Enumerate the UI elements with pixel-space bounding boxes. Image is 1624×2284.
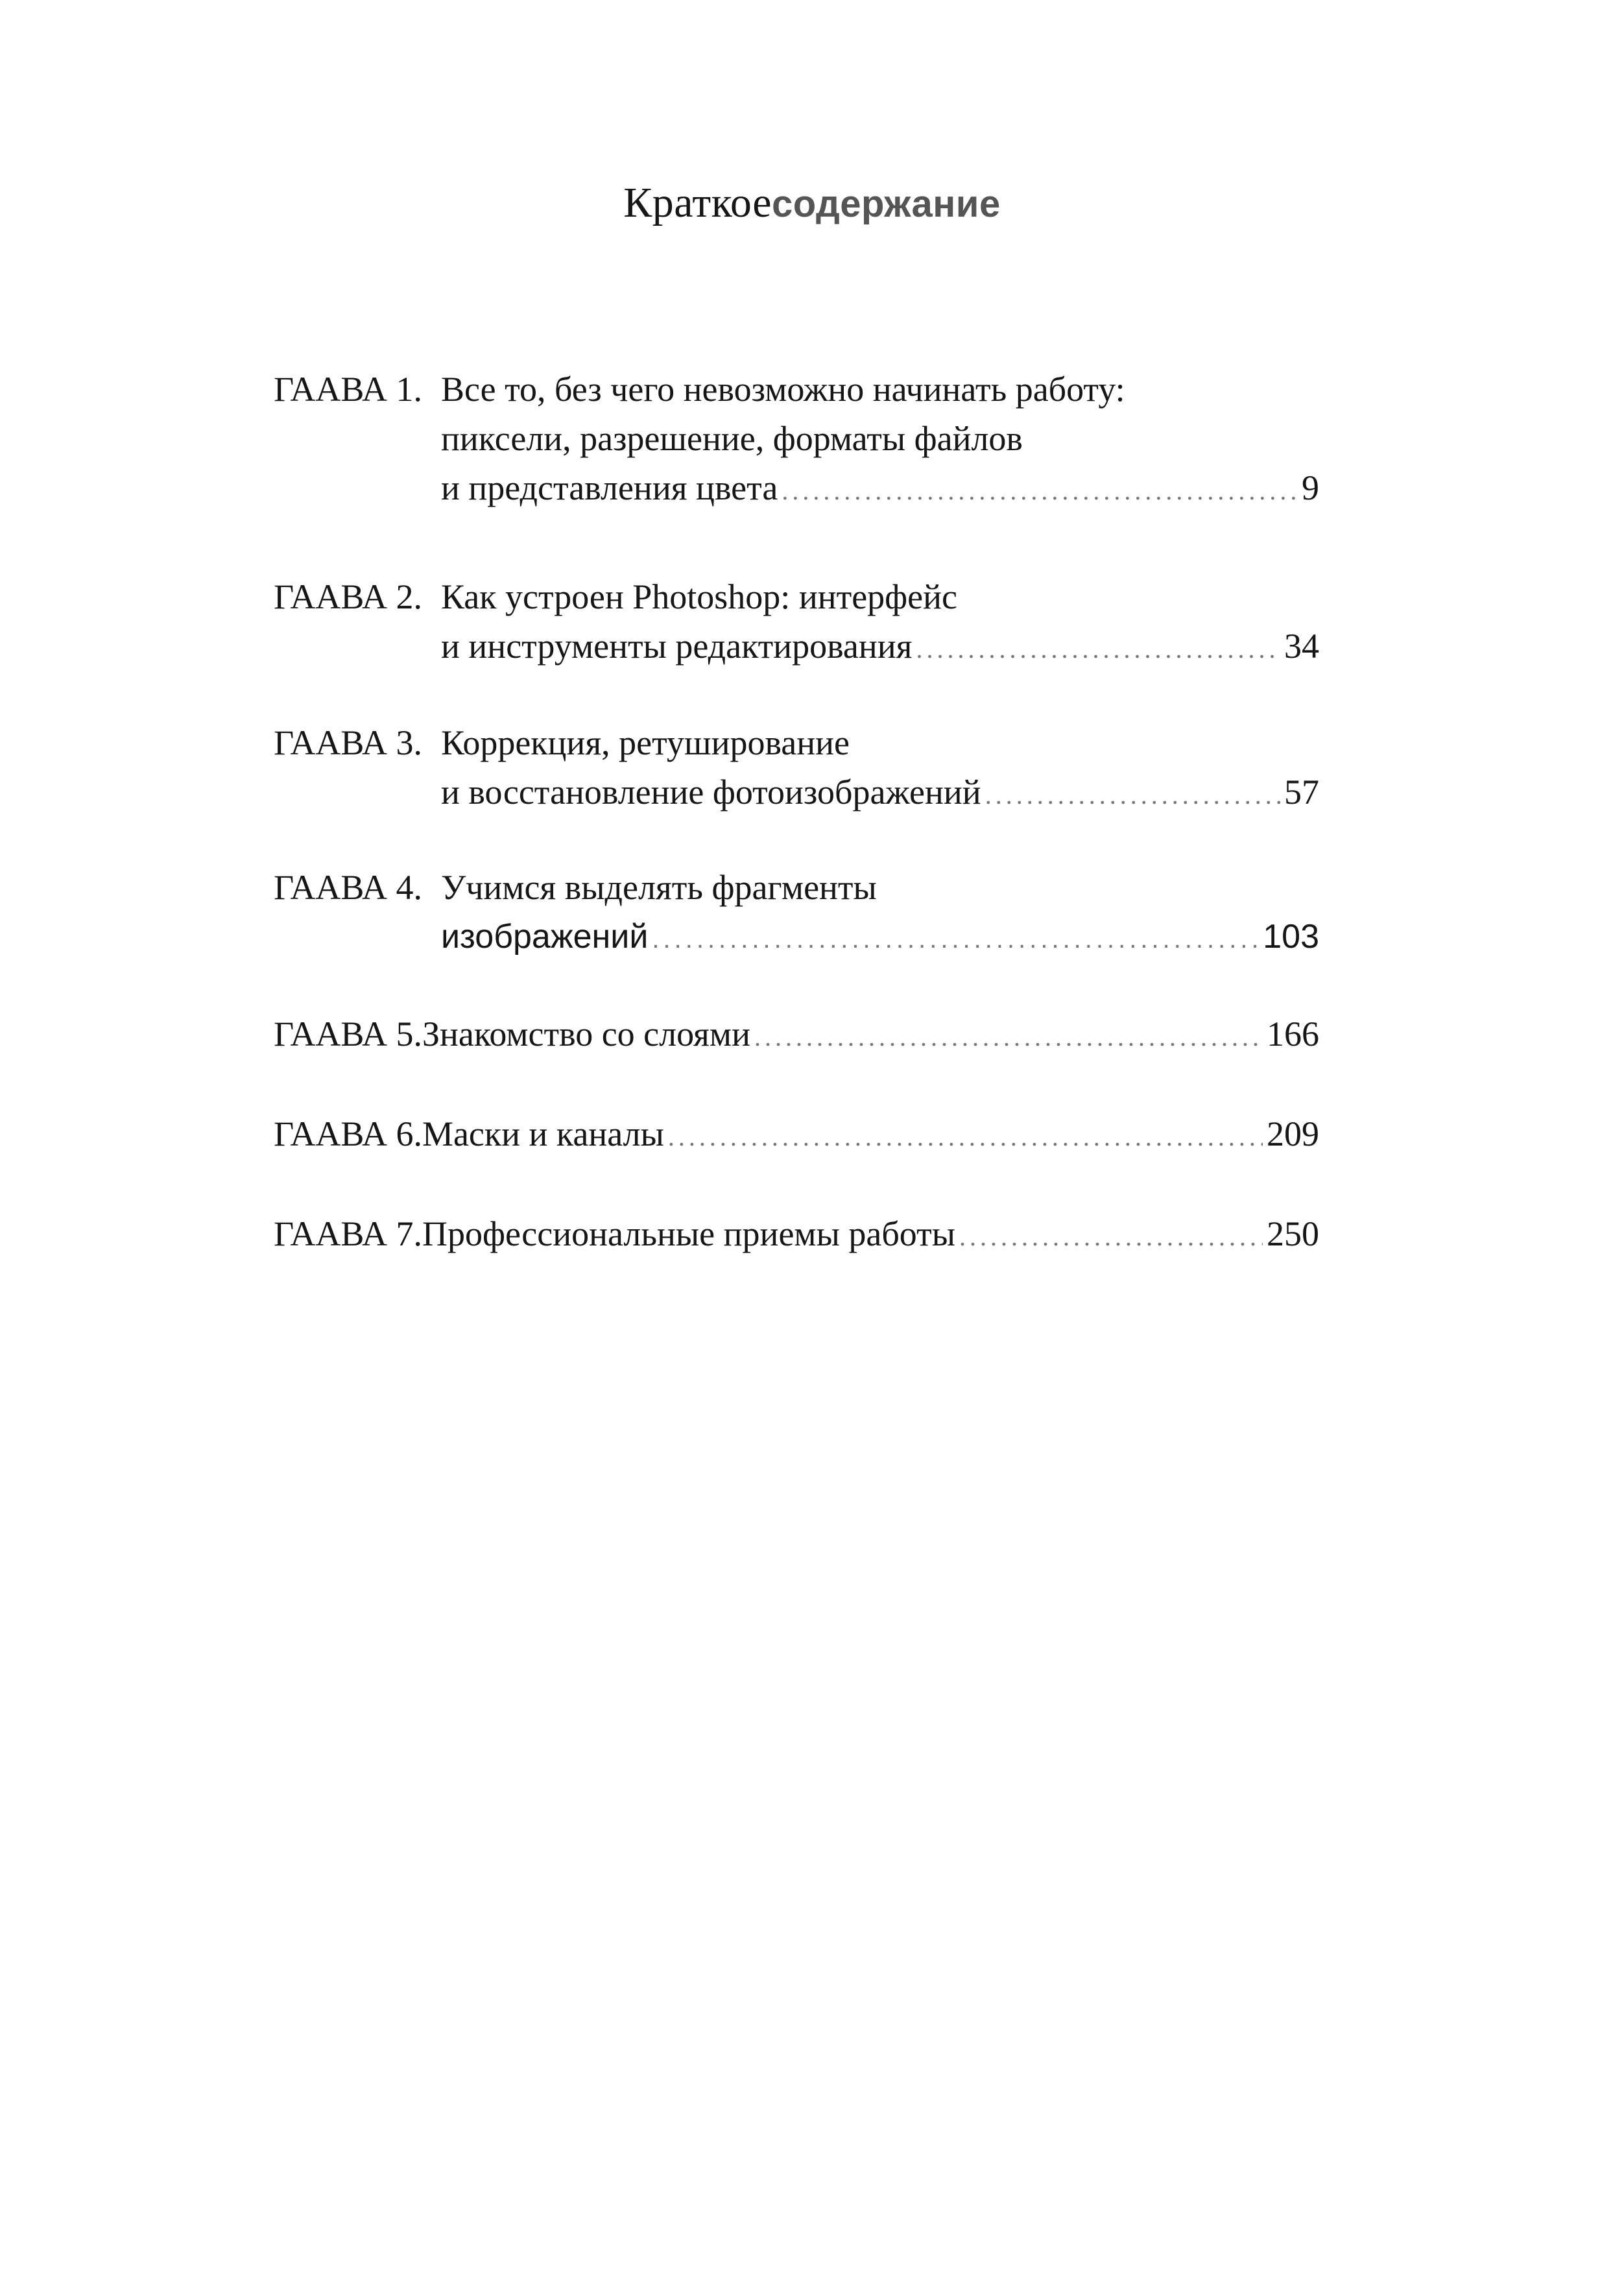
dot-leader <box>668 1111 1263 1163</box>
dot-leader <box>782 465 1298 517</box>
chapter-title-line: Как устроен Photoshop: интерфейс <box>441 577 957 616</box>
chapter-number: ГААВА 1. <box>274 370 422 409</box>
chapter-title-line: Профессиональные приемы работы <box>422 1214 955 1253</box>
chapter-title-line: и представления цвета <box>441 468 778 507</box>
chapter-title-line: Знакомство со слоями <box>422 1015 750 1053</box>
title-part-1: Краткое <box>623 179 772 226</box>
page-number: 166 <box>1267 1015 1319 1053</box>
chapter-number: ГААВА 6. <box>274 1114 422 1153</box>
page-number: 103 <box>1263 918 1319 956</box>
chapter-title-line: Учимся выделять фрагменты <box>441 868 877 907</box>
dot-leader <box>985 769 1280 821</box>
toc-leader-line <box>441 911 1319 965</box>
toc-leader-line <box>274 1008 1319 1063</box>
dot-leader <box>916 623 1280 675</box>
page-number: 250 <box>1267 1214 1319 1253</box>
chapter-number: ГААВА 5. <box>274 1015 422 1053</box>
toc-leader-line <box>441 766 1319 821</box>
chapter-title-line: пиксели, разрешение, форматы файлов <box>441 419 1023 458</box>
chapter-title-line: Все то, без чего невозможно начинать работу: <box>441 370 1125 409</box>
chapter-number: ГААВА 7. <box>274 1214 422 1253</box>
toc-leader-line <box>441 462 1319 517</box>
chapter-title-line: Коррекция, ретуширование <box>441 723 850 762</box>
page-number: 209 <box>1267 1114 1319 1153</box>
page-number: 34 <box>1284 627 1319 666</box>
page-number: 57 <box>1284 773 1319 811</box>
chapter-title-line: изображений <box>441 918 649 956</box>
chapter-title-line: Маски и каналы <box>422 1114 664 1153</box>
dot-leader <box>959 1211 1263 1263</box>
chapter-number: ГААВА 2. <box>274 577 422 616</box>
dot-leader <box>754 1011 1263 1063</box>
toc-leader-line <box>441 620 1319 675</box>
chapter-title-line: и восстановление фотоизображений <box>441 773 981 811</box>
toc-leader-line <box>274 1208 1319 1263</box>
toc-leader-line <box>274 1108 1319 1163</box>
chapter-title-line: и инструменты редактирования <box>441 627 913 666</box>
chapter-number: ГААВА 3. <box>274 723 422 762</box>
chapter-number: ГААВА 4. <box>274 868 422 907</box>
title-part-2: содержание <box>772 183 1001 225</box>
page-number: 9 <box>1302 468 1319 507</box>
dot-leader <box>652 913 1259 965</box>
page-title <box>0 174 1624 234</box>
